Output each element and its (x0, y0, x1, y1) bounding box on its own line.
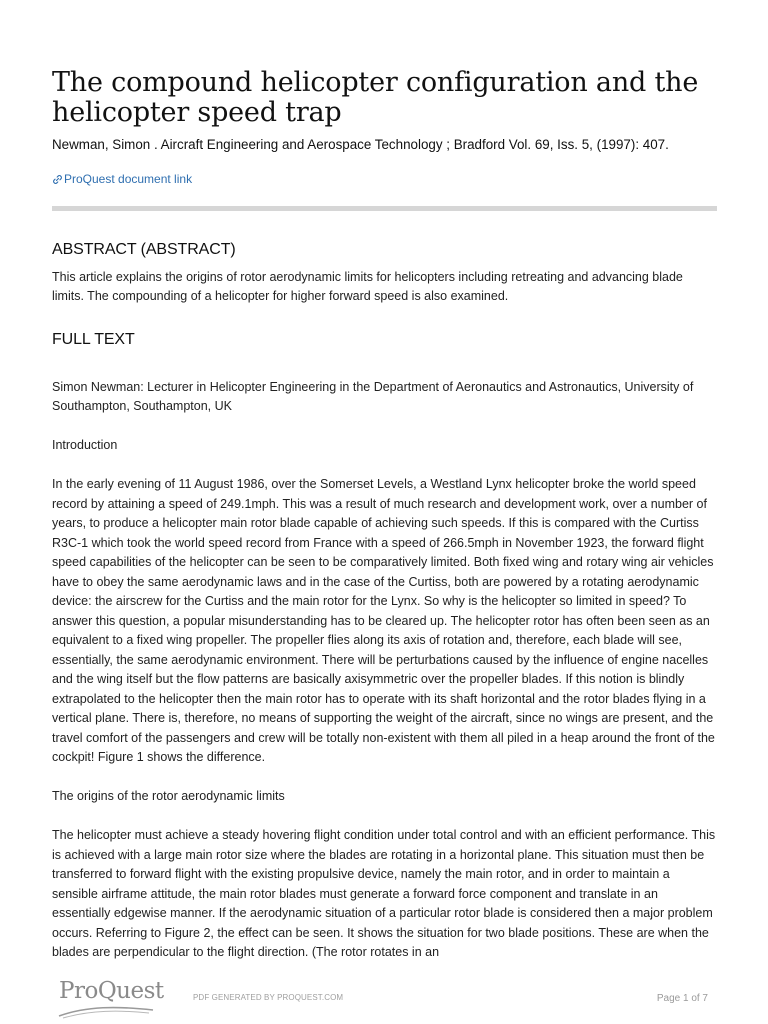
proquest-logo (57, 974, 164, 1020)
proquest-document-link[interactable] (52, 172, 192, 186)
logo-swoosh-icon (57, 1004, 157, 1020)
paragraph-introduction: In the early evening of 11 August 1986, over the Somerset Levels, a Westland Lynx helicopter broke the world speed record by attaining a speed of 249.1mph. This was a result of much research and development work, over a number of years, to produce a helicopter main rotor blade capable of achieving such speeds. If this is compared with the Curtiss R3C-1 which took the world speed record from France with a speed of 266.5mph in November 1923, the forward flight speed capabilities of the helicopter can be seen to be comparatively limited. Both fixed wing and rotary wing air vehicles have to obey the same aerodynamic laws and in the case of the Curtiss, both are powered by a rotating aerodynamic device: the airscrew for the Curtiss and the main rotor for the Lynx. So why is the helicopter so limited in speed? To answer this question, a popular misunderstanding has to be cleared up. The helicopter rotor has often been seen as an equivalent to a fixed wing propeller. The propeller flies along its axis of rotation and, therefore, each blade will see, essentially, the same aerodynamic environment. There will be perturbations caused by the influence of engine nacelles and the wing itself but the flow patterns are basically axisymmetric over the propeller blades. If this notion is blindly extrapolated to the helicopter then the main rotor has to operate with its shaft horizontal and the rotor blades flying in a vertical plane. There is, therefore, no means of supporting the weight of the aircraft, since no wings are present, and the travel comfort of the passengers and crew will be totally non-existent with them all piled in a heap around the front of the cockpit! Figure 1 shows the difference. (52, 477, 715, 764)
link-icon (52, 174, 63, 185)
abstract-text: This article explains the origins of rotor aerodynamic limits for helicopters including retreating and advancing blade limits. The compounding of a helicopter for higher forward speed is also examined. (52, 269, 683, 303)
author-affiliation: Simon Newman: Lecturer in Helicopter Engineering in the Department of Aeronautics and Astronautics, University of Southampton, Southampton, UK (52, 379, 694, 413)
page-title: The compound helicopter configuration and the helicopter speed trap (52, 67, 699, 128)
page-number: Page 1 of 7 (656, 993, 708, 1004)
paragraph-origins: The helicopter must achieve a steady hovering flight condition under total control and with an efficient performance. This is achieved with a large main rotor size where the blades are rotating in a horizontal plane. This situation must then be transferred to forward flight with the existing propulsive device, namely the main rotor, and in order to maintain a sensible airframe attitude, the main rotor blades must generate a forward force component and translate in an essentially edgewise manner. If the aerodynamic situation of a particular rotor blade is considered then a major problem occurs. Referring to Figure 2, the effect can be seen. It shows the situation for two blade positions. These are when the blades are perpendicular to the flight direction. (The rotor rotates in an (52, 828, 716, 959)
full-text-heading: FULL TEXT (52, 330, 135, 348)
abstract-heading: ABSTRACT (ABSTRACT) (52, 240, 236, 258)
divider (52, 206, 717, 211)
section-heading-origins: The origins of the rotor aerodynamic limits (52, 789, 285, 803)
section-heading-introduction: Introduction (52, 438, 118, 452)
logo-text: ProQuest (59, 978, 164, 1004)
page-footer (0, 972, 768, 1024)
citation: Newman, Simon . Aircraft Engineering and Aerospace Technology ; Bradford Vol. 69, Iss. 5, (1997): 407. (52, 137, 669, 152)
generated-by-label: PDF GENERATED BY PROQUEST.COM (193, 993, 344, 1002)
link-label: ProQuest document link (64, 172, 193, 186)
document-page (52, 68, 717, 963)
